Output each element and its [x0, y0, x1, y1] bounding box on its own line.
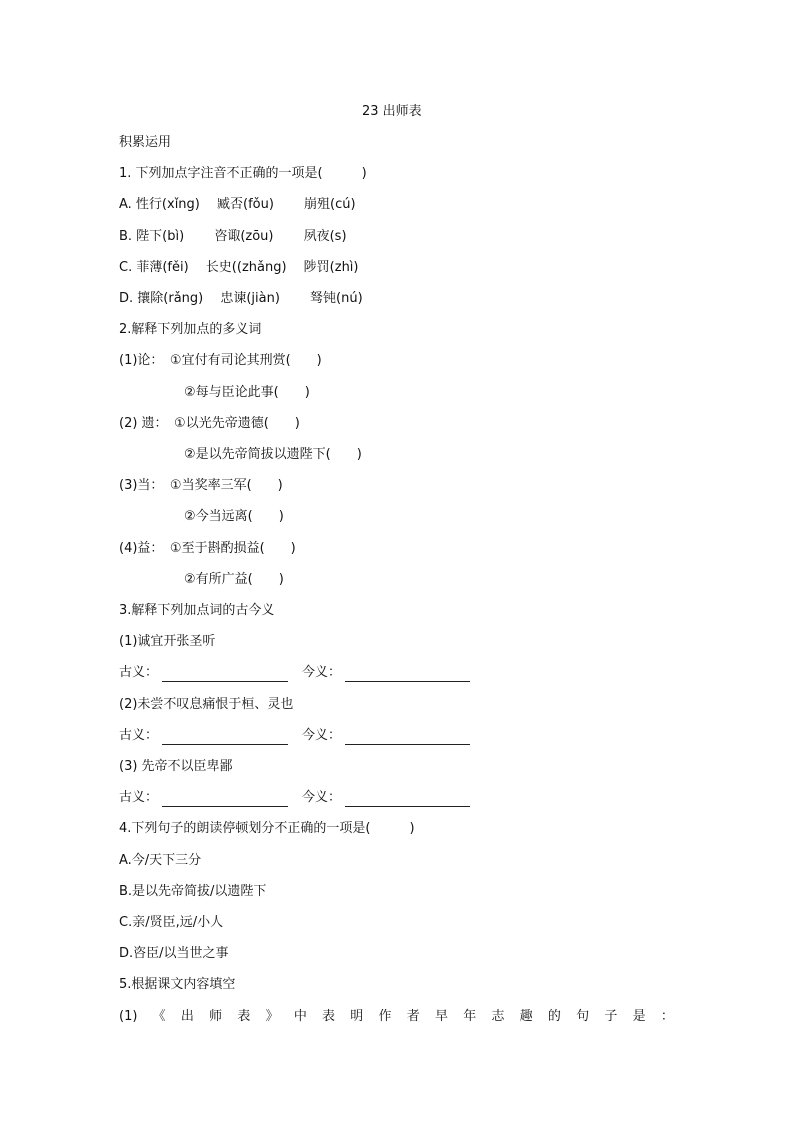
gu-label: 古义： [119, 665, 159, 680]
q2-item: (4)益： ①至于斟酌损益( ) [119, 541, 296, 556]
q1-option-b: B. 陛下(bì) 咨诹(zōu) 夙夜(s) [119, 229, 347, 244]
q5-char: 是 [632, 1009, 646, 1024]
q5-char: 句 [576, 1009, 590, 1024]
q5-char: 》 [265, 1009, 279, 1024]
jin-label: 今义： [302, 790, 342, 805]
q1-stem: 1. 下列加点字注音不正确的一项是( ) [119, 166, 367, 181]
q5-stem: 5.根据课文内容填空 [119, 977, 236, 992]
q4-stem: 4.下列句子的朗读停顿划分不正确的一项是( ) [119, 821, 415, 836]
q5-char: 作 [378, 1009, 392, 1024]
q2-item: ②是以先帝简拔以遗陛下( ) [119, 447, 362, 462]
gu-label: 古义： [119, 728, 159, 743]
q3-stem: 3.解释下列加点词的古今义 [119, 603, 275, 618]
q4-option-d: D.咨臣/以当世之事 [119, 946, 229, 961]
q5-char: 表 [237, 1009, 251, 1024]
jin-blank[interactable] [345, 681, 470, 682]
q4-option-c: C.亲/贤臣,远/小人 [119, 915, 224, 930]
q3-item: (1)诚宜开张圣听 [119, 634, 216, 649]
q1-option-a: A. 性行(xǐng) 臧否(fǒu) 崩殂(cú) [119, 197, 356, 212]
q5-char: 者 [406, 1009, 420, 1024]
q5-char: 出 [180, 1009, 194, 1024]
jin-blank[interactable] [345, 806, 470, 807]
q2-item: (3)当： ①当奖率三军( ) [119, 478, 283, 493]
q5-char: 师 [209, 1009, 223, 1024]
q2-stem: 2.解释下列加点的多义词 [119, 322, 262, 337]
q4-option-b: B.是以先帝简拔/以遗陛下 [119, 884, 267, 899]
gu-label: 古义： [119, 790, 159, 805]
q1-option-d: D. 攘除(rǎng) 忠谏(jiàn) 驽钝(nú) [119, 291, 363, 306]
q3-item: (2)未尝不叹息痛恨于桓、灵也 [119, 697, 294, 712]
q2-item: ②有所广益( ) [119, 572, 284, 587]
q2-item: ②每与臣论此事( ) [119, 385, 310, 400]
q2-item: (1)论： ①宜付有司论其刑赏( ) [119, 353, 322, 368]
q5-char: ： [660, 1009, 674, 1024]
section-heading: 积累运用 [119, 135, 172, 150]
q5-char: (1) [119, 1009, 138, 1024]
q4-option-a: A.今/天下三分 [119, 853, 202, 868]
q2-item: (2) 遗： ①以光先帝遗德( ) [119, 416, 300, 431]
q3-item: (3) 先帝不以臣卑鄙 [119, 759, 233, 774]
jin-label: 今义： [302, 665, 342, 680]
q5-line-1 [119, 1008, 674, 1026]
page-title: 23 出师表 [362, 104, 422, 119]
q5-char: 子 [604, 1009, 618, 1024]
q5-char: 表 [322, 1009, 336, 1024]
jin-blank[interactable] [345, 744, 470, 745]
gu-blank[interactable] [162, 744, 288, 745]
q1-option-c: C. 菲薄(fěi) 长史((zhǎng) 陟罚(zhì) [119, 260, 359, 275]
q2-item: ②今当远离( ) [119, 509, 284, 524]
q5-char: 中 [293, 1009, 307, 1024]
gu-blank[interactable] [162, 806, 288, 807]
q5-char: 早 [434, 1009, 448, 1024]
q5-char: 明 [350, 1009, 364, 1024]
q5-char: 的 [547, 1009, 561, 1024]
q5-char: 年 [463, 1009, 477, 1024]
gu-blank[interactable] [162, 681, 288, 682]
q5-char: 趣 [519, 1009, 533, 1024]
jin-label: 今义： [302, 728, 342, 743]
q5-char: 《 [152, 1009, 166, 1024]
q5-char: 志 [491, 1009, 505, 1024]
